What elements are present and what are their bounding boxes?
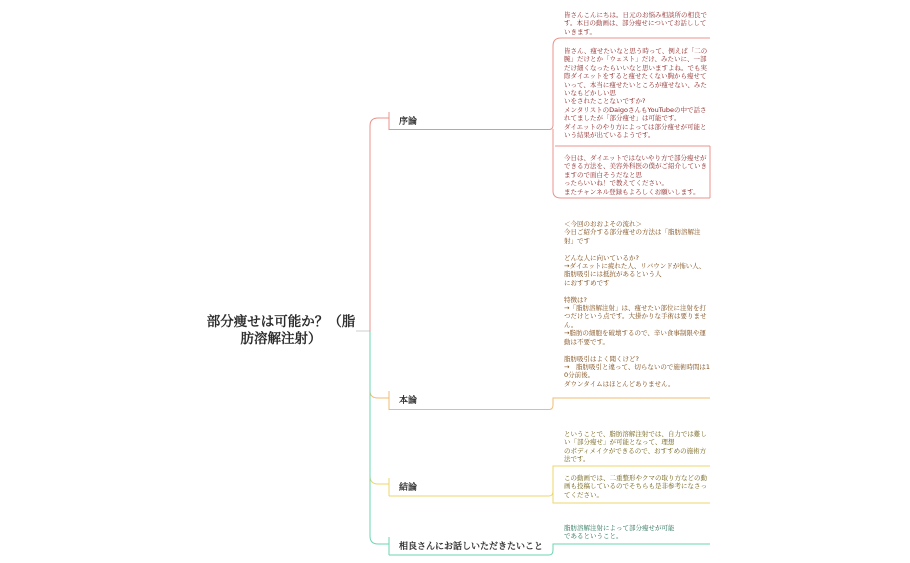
topic-request[interactable]: 相良さんにお話しいただきたいこと <box>399 542 544 552</box>
root-topic[interactable]: 部分痩せは可能か？（脂肪溶解注射） <box>206 314 356 347</box>
note-jyoron-outline[interactable]: 今日は、ダイエットではないやり方で部分痩せができる方法を、美容外科医の僕がご紹介していきますので面白そうだなと思 ったらいいね！で教えてください。 またチャンネル登録もよろしくお願いします。 <box>564 154 707 196</box>
note-ketsuron-other-videos[interactable]: この動画では、二重整形やクマの取り方などの動画も投稿しているのでそちらも是非参考になさってください。 <box>564 474 707 499</box>
note-ketsuron-summary[interactable]: ということで、脂肪溶解注射では、自力では難しい「部分痩せ」が可能となって、理想 のボディメイクができるので、おすすめの施術方法です。 <box>564 430 707 464</box>
note-request[interactable]: 脂肪溶解注射によって部分痩せが可能 であるということ。 <box>564 524 675 541</box>
connector-root-to-jyoron <box>370 118 389 331</box>
connector-root-to-honron <box>370 331 389 398</box>
topic-honron[interactable]: 本論 <box>399 396 418 406</box>
note-jyoron-intro[interactable]: 皆さん、痩せたいなと思う時って、例えば「二の腕」だけとか「ウェスト」だけ、みたいに、一部だけ細くなったらいいなと思いますよね。でも実際ダイエットをすると痩せたくない胸から痩せていって、本当に痩せたいところが痩せない、みたいなもどかしい思 いをされたことないですか? メンタリストのDaigoさんもYouTubeの中で話されてましたが「部分痩せ」は可能です。 ダイエットのやり方によっては部分痩せが可能という結果が出ているようです。 <box>564 47 708 140</box>
connector-root-to-ketsuron <box>370 331 389 484</box>
topic-ketsuron[interactable]: 結論 <box>399 483 418 493</box>
connector-honron-underline <box>389 398 710 410</box>
connector-root-to-request <box>370 331 389 544</box>
note-jyoron-greeting[interactable]: 皆さんこんにちは。日元のお悩み相談所の相良です。本日の動画は、部分痩せについてお話ししていきます。 <box>564 11 707 36</box>
topic-jyoron[interactable]: 序論 <box>399 117 418 127</box>
note-honron-body[interactable]: ＜今回のおおよその流れ＞ 今日ご紹介する部分痩せの方法は「脂肪溶解注射」です どんな人に向いているか? →ダイエットに疲れた人、リバウンドが怖い人、脂肪吸引には抵抗があるという人 におすすめです 特徴は? →「脂肪溶解注射」は、痩せたい部位に注射を打つだけという点です。大掛かりな手術は要りません。 →脂肪の細胞を破壊するので、辛い食事制限や運動は不要です。 脂肪吸引はよく聞くけど? → 脂肪吸引と違って、切らないので施術時間は10分前後。 ダウンタイムはほとんどありません。 <box>564 220 710 388</box>
